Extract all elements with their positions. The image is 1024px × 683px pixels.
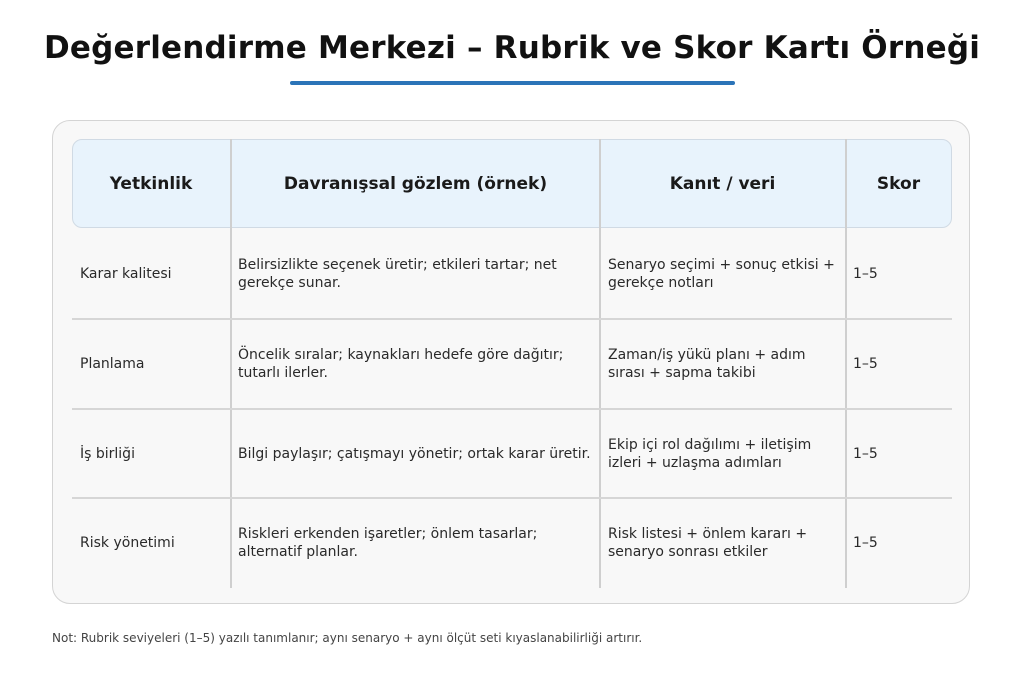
- table-cell-observation: Belirsizlikte seçenek üretir; etkileri tartar; net gerekçe sunar.: [238, 257, 557, 291]
- table-cell-evidence: Zaman/iş yükü planı + adım sırası + sapma takibi: [608, 346, 806, 381]
- header-evidence: Kanıt / veri: [669, 173, 776, 194]
- table-cell-evidence: Ekip içi rol dağılımı + iletişim izleri + uzlaşma adımları: [608, 436, 812, 471]
- column-divider: [230, 139, 232, 588]
- column-divider: [599, 139, 601, 588]
- header-competency: Yetkinlik: [109, 173, 193, 194]
- page-title: Değerlendirme Merkezi – Rubrik ve Skor Kartı Örneği: [43, 30, 981, 66]
- table-cell-evidence: Risk listesi + önlem kararı + senaryo sonrası etkiler: [608, 526, 808, 560]
- table-cell-score: 1–5: [853, 266, 878, 282]
- footnote: Not: Rubrik seviyeleri (1–5) yazılı tanımlanır; aynı senaryo + aynı ölçüt seti kıyaslanabilirliği artırır.: [52, 631, 643, 645]
- column-divider: [845, 139, 847, 588]
- table-cell-observation: Bilgi paylaşır; çatışmayı yönetir; ortak karar üretir.: [238, 445, 591, 462]
- table-cell-evidence: Senaryo seçimi + sonuç etkisi + gerekçe notları: [608, 257, 835, 291]
- table-cell-score: 1–5: [853, 535, 878, 551]
- table-cell-competency: Risk yönetimi: [80, 535, 175, 551]
- title-underline: [290, 81, 735, 85]
- header-score: Skor: [876, 173, 921, 194]
- header-observation: Davranışsal gözlem (örnek): [283, 173, 548, 194]
- table-cell-observation: Riskleri erkenden işaretler; önlem tasarlar; alternatif planlar.: [238, 526, 538, 560]
- table-cell-score: 1–5: [853, 445, 878, 462]
- table-cell-competency: Karar kalitesi: [80, 266, 172, 282]
- table-cell-competency: Planlama: [80, 355, 145, 372]
- table-cell-score: 1–5: [853, 355, 878, 372]
- table-cell-competency: İş birliği: [80, 445, 135, 462]
- table-cell-observation: Öncelik sıralar; kaynakları hedefe göre dağıtır; tutarlı ilerler.: [238, 346, 564, 381]
